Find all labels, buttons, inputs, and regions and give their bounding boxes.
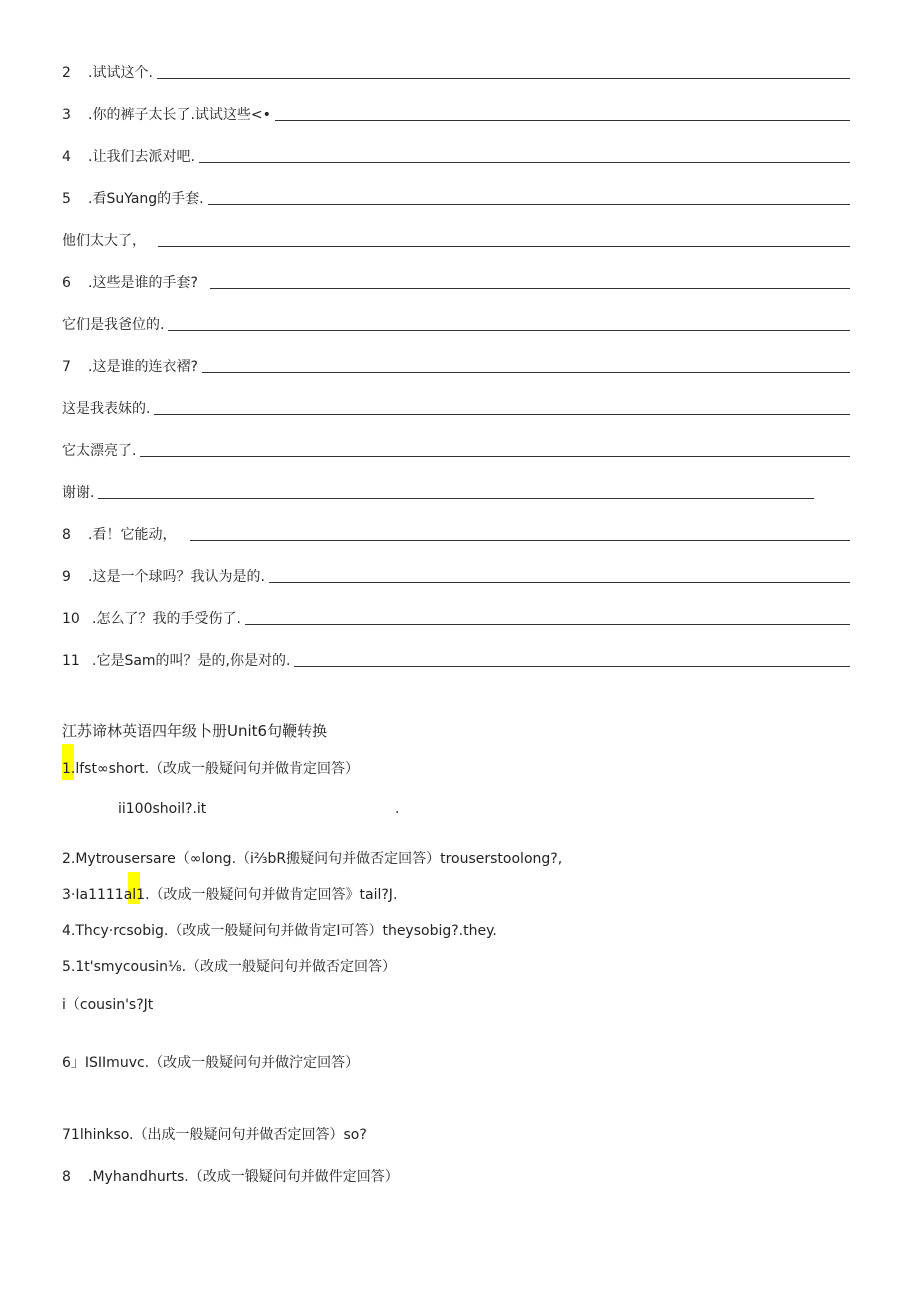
item-text: .这是谁的连衣褶? <box>88 359 198 375</box>
item-text: lfst∞short.（改成一般疑问句并做肯定回答） <box>75 761 360 777</box>
item-text: .它是Sam的叫？是的,你是对的. <box>92 653 291 669</box>
conversion-item-6: 6」ISIImuvc.（改成一般疑问句并做泞定回答） <box>62 1055 360 1071</box>
item-text: .试试这个. <box>88 65 153 81</box>
answer-blank[interactable] <box>202 371 850 373</box>
conversion-item-8 <box>62 1168 399 1186</box>
item-number: 8 <box>62 527 71 543</box>
answer-blank[interactable] <box>190 539 850 541</box>
translation-item-5 <box>62 186 850 208</box>
item-text: .这是一个球吗？我认为是的. <box>88 569 265 585</box>
answer-blank[interactable] <box>269 581 850 583</box>
answer-blank[interactable] <box>98 497 814 499</box>
item-number: 11 <box>62 653 80 669</box>
item-number: 9 <box>62 569 71 585</box>
translation-item-7 <box>62 354 850 376</box>
item-number: 4 <box>62 149 71 165</box>
item-text: 这是我表妹的. <box>62 401 151 417</box>
answer-blank[interactable] <box>154 413 850 415</box>
conversion-answer-1: ii100shoil?.it <box>118 801 207 817</box>
translation-item-7c <box>62 438 850 460</box>
item-number: 10 <box>62 611 80 627</box>
section-title: 江苏谛林英语四年级卜册Unit6句鞭转换 <box>62 722 328 740</box>
translation-item-5b <box>62 228 850 250</box>
conversion-item-1 <box>62 760 359 778</box>
item-text: .这些是谁的手套? <box>88 275 198 291</box>
item-text: .怎么了？我的手受伤了. <box>92 611 241 627</box>
item-number: 6 <box>62 275 71 291</box>
answer-blank[interactable] <box>158 245 850 247</box>
translation-item-2 <box>62 60 850 82</box>
answer-blank[interactable] <box>275 119 850 121</box>
answer-blank[interactable] <box>294 665 850 667</box>
translation-item-4 <box>62 144 850 166</box>
translation-item-6 <box>62 270 850 292</box>
item-text: .让我们去派对吧. <box>88 149 195 165</box>
item-text: 谢谢. <box>62 485 95 501</box>
answer-blank[interactable] <box>140 455 850 457</box>
item-number: 2 <box>62 65 71 81</box>
item-text: .Myhandhurts.（改成一锻疑问句并做件定回答） <box>88 1169 399 1185</box>
answer-blank[interactable] <box>199 161 850 163</box>
item-number: 5 <box>62 191 71 207</box>
item-number: 7 <box>62 359 71 375</box>
translation-item-8 <box>62 522 850 544</box>
translation-item-9 <box>62 564 850 586</box>
conversion-item-5: 5.1t'smycousin⅛.（改成一般疑问句并做否定回答） <box>62 959 397 975</box>
translation-item-3 <box>62 102 850 124</box>
item-number: 8 <box>62 1169 71 1185</box>
item-text: .看！它能动， <box>88 527 177 543</box>
item-text: 3·Ia1111al <box>62 887 137 903</box>
item-number: 1. <box>62 761 76 777</box>
answer-blank[interactable] <box>168 329 850 331</box>
item-text: 他们太大了， <box>62 233 146 249</box>
conversion-item-3 <box>62 886 397 904</box>
answer-blank[interactable] <box>210 287 850 289</box>
translation-item-7b <box>62 396 850 418</box>
item-number: 3 <box>62 107 71 123</box>
conversion-answer-1-end: . <box>395 801 400 817</box>
translation-item-6b <box>62 312 850 334</box>
answer-blank[interactable] <box>245 623 850 625</box>
highlighted-text: 1. <box>136 887 150 903</box>
item-text: （改成一般疑问句并做肯定回答》tail?J. <box>149 887 398 903</box>
translation-item-7d <box>62 480 814 502</box>
item-text: 它太漂亮了. <box>62 443 137 459</box>
item-text: 它们是我爸位的. <box>62 317 165 333</box>
translation-item-10 <box>62 606 850 628</box>
conversion-item-2: 2.Mytrousersare（∞long.（i⅔bR搬疑问句并做否定回答）trouserstoolong?, <box>62 851 563 867</box>
answer-blank[interactable] <box>208 203 850 205</box>
item-text: .你的裤子太长了.试试这些<• <box>88 107 271 123</box>
conversion-item-4: 4.Thcy·rcsobig.（改成一般疑问句并做肯定I可答）theysobig?.they. <box>62 923 497 939</box>
answer-blank[interactable] <box>157 77 850 79</box>
translation-item-11 <box>62 648 850 670</box>
conversion-item-7: 71lhinkso.（出成一般疑问句并做否定回答）so? <box>62 1127 367 1143</box>
conversion-answer-5: i（cousin's?Jt <box>62 997 154 1013</box>
item-text: .看SuYang的手套. <box>88 191 204 207</box>
